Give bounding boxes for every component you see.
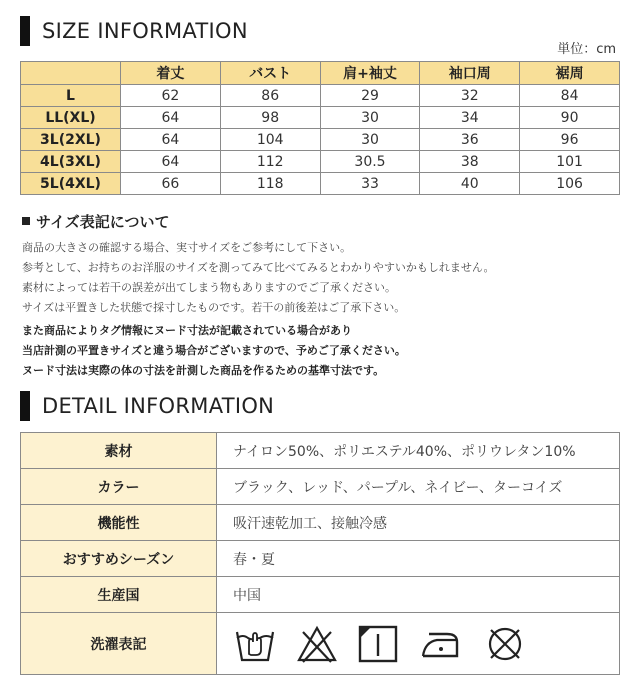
care-label: 洗濯表記 bbox=[21, 613, 217, 675]
size-table-corner bbox=[21, 62, 121, 85]
detail-label: 生産国 bbox=[21, 577, 217, 613]
table-cell: 64 bbox=[121, 107, 221, 129]
note-line-bold: 当店計測の平置きサイズと違う場合がございますので、予めご了承ください。 bbox=[22, 344, 406, 357]
detail-row bbox=[21, 505, 620, 541]
section-marker bbox=[20, 391, 30, 421]
table-cell: 64 bbox=[121, 151, 221, 173]
detail-row bbox=[21, 577, 620, 613]
table-cell: 34 bbox=[420, 107, 520, 129]
column-header: 着丈 bbox=[121, 62, 221, 85]
note-line: 素材によっては若干の誤差が出てしまう物もありますのでご了承ください。 bbox=[22, 281, 396, 294]
note-line: 参考として、お持ちのお洋服のサイズを測ってみて比べてみるとわかりやすいかもしれません。 bbox=[22, 261, 495, 274]
detail-value: 春・夏 bbox=[217, 541, 620, 577]
column-header: 裾周 bbox=[520, 62, 620, 85]
table-cell: 30 bbox=[320, 129, 420, 151]
size-notes-title: サイズ表記について bbox=[36, 213, 170, 231]
table-row bbox=[21, 85, 620, 107]
table-cell: 90 bbox=[520, 107, 620, 129]
line-dry-shade-icon bbox=[357, 624, 399, 664]
table-cell: 66 bbox=[121, 173, 221, 195]
care-row bbox=[21, 613, 620, 675]
table-cell: 38 bbox=[420, 151, 520, 173]
table-cell: 86 bbox=[220, 85, 320, 107]
table-cell: 101 bbox=[520, 151, 620, 173]
table-cell: 64 bbox=[121, 129, 221, 151]
table-cell: 29 bbox=[320, 85, 420, 107]
size-label: 4L(3XL) bbox=[21, 151, 121, 173]
detail-value: ナイロン50%、ポリエステル40%、ポリウレタン10% bbox=[217, 433, 620, 469]
note-line-bold: ヌード寸法は実際の体の寸法を計測した商品を作るための基準寸法です。 bbox=[22, 364, 385, 377]
hand-wash-icon bbox=[233, 624, 277, 664]
detail-value: 中国 bbox=[217, 577, 620, 613]
table-cell: 36 bbox=[420, 129, 520, 151]
table-cell: 106 bbox=[520, 173, 620, 195]
bullet-square-icon bbox=[22, 217, 30, 225]
detail-value: ブラック、レッド、パープル、ネイビー、ターコイズ bbox=[217, 469, 620, 505]
detail-label: 機能性 bbox=[21, 505, 217, 541]
detail-section-header bbox=[20, 391, 274, 421]
detail-section-title: DETAIL INFORMATION bbox=[42, 394, 275, 418]
size-label: LL(XL) bbox=[21, 107, 121, 129]
table-cell: 30 bbox=[320, 107, 420, 129]
size-section-title: SIZE INFORMATION bbox=[42, 19, 248, 43]
column-header: 袖口周 bbox=[420, 62, 520, 85]
table-cell: 33 bbox=[320, 173, 420, 195]
size-table bbox=[20, 61, 620, 195]
table-row bbox=[21, 151, 620, 173]
table-cell: 32 bbox=[420, 85, 520, 107]
table-cell: 96 bbox=[520, 129, 620, 151]
iron-low-icon bbox=[417, 624, 465, 664]
no-dry-clean-icon bbox=[483, 624, 527, 664]
table-row bbox=[21, 107, 620, 129]
table-cell: 30.5 bbox=[320, 151, 420, 173]
table-cell: 112 bbox=[220, 151, 320, 173]
size-label: 5L(4XL) bbox=[21, 173, 121, 195]
no-bleach-icon bbox=[295, 624, 339, 664]
size-label: L bbox=[21, 85, 121, 107]
size-notes-emphasis bbox=[22, 321, 406, 381]
detail-row bbox=[21, 469, 620, 505]
size-section-header bbox=[20, 16, 248, 46]
column-header: バスト bbox=[220, 62, 320, 85]
detail-row bbox=[21, 541, 620, 577]
note-line-bold: また商品によりタグ情報にヌード寸法が記載されている場合があり bbox=[22, 324, 352, 337]
detail-value: 吸汗速乾加工、接触冷感 bbox=[217, 505, 620, 541]
table-cell: 104 bbox=[220, 129, 320, 151]
note-line: サイズは平置きした状態で採寸したものです。若干の前後差はご了承下さい。 bbox=[22, 301, 406, 314]
table-cell: 118 bbox=[220, 173, 320, 195]
size-notes-text bbox=[22, 238, 495, 318]
size-label: 3L(2XL) bbox=[21, 129, 121, 151]
table-cell: 84 bbox=[520, 85, 620, 107]
table-cell: 98 bbox=[220, 107, 320, 129]
detail-label: 素材 bbox=[21, 433, 217, 469]
column-header: 肩+袖丈 bbox=[320, 62, 420, 85]
section-marker bbox=[20, 16, 30, 46]
size-table-header-row bbox=[21, 62, 620, 85]
table-cell: 40 bbox=[420, 173, 520, 195]
note-line: 商品の大きさの確認する場合、実寸サイズをご参考にして下さい。 bbox=[22, 241, 352, 254]
table-cell: 62 bbox=[121, 85, 221, 107]
care-icons bbox=[233, 624, 619, 664]
size-notes-heading bbox=[22, 211, 170, 232]
care-icons-cell bbox=[217, 613, 620, 675]
unit-label: 単位：cm bbox=[557, 42, 616, 57]
table-row bbox=[21, 173, 620, 195]
detail-table bbox=[20, 432, 620, 675]
table-row bbox=[21, 129, 620, 151]
detail-label: カラー bbox=[21, 469, 217, 505]
detail-row bbox=[21, 433, 620, 469]
detail-label: おすすめシーズン bbox=[21, 541, 217, 577]
